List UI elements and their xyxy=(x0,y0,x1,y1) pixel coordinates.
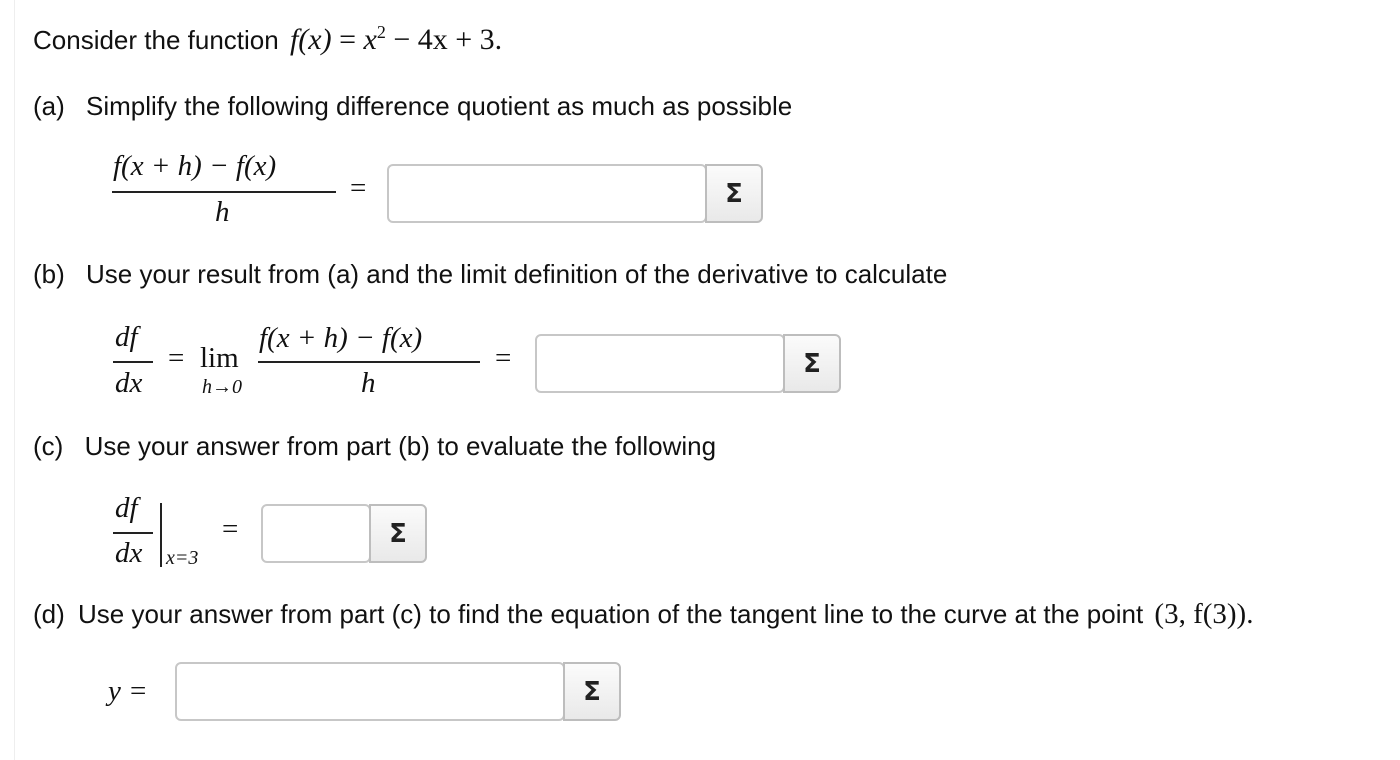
part-a-fraction-bar xyxy=(112,191,336,193)
part-b-denominator: h xyxy=(361,367,376,399)
part-d-sigma-button[interactable] xyxy=(563,662,621,721)
part-c-df-numerator: df xyxy=(115,492,138,524)
left-border xyxy=(14,0,15,760)
part-b-instruction: Use your result from (a) and the limit definition of the derivative to calculate xyxy=(86,259,948,289)
part-a-label: (a) xyxy=(33,91,65,121)
part-b-heading xyxy=(33,259,947,290)
part-c-eval-subscript: x=3 xyxy=(166,547,199,569)
part-c-answer-input[interactable] xyxy=(261,504,371,563)
part-c-heading xyxy=(33,431,716,462)
part-a-numerator: f(x + h) − f(x) xyxy=(113,150,277,182)
part-b-fraction-bar xyxy=(258,361,480,363)
part-d-y-label: y = xyxy=(108,675,148,707)
part-c-instruction: Use your answer from part (b) to evaluate the following xyxy=(84,431,717,461)
function-lhs: f(x) xyxy=(289,23,332,56)
part-d-label: (d) xyxy=(33,599,65,629)
part-a-heading xyxy=(33,91,792,122)
part-a-denominator: h xyxy=(215,196,230,228)
sigma-icon: Σ xyxy=(389,518,407,549)
part-d-point: (3, f(3)). xyxy=(1154,598,1254,630)
sigma-icon: Σ xyxy=(725,178,743,209)
part-b-equals-2: = xyxy=(495,342,512,374)
part-d-answer-input[interactable] xyxy=(175,662,565,721)
part-c-sigma-button[interactable] xyxy=(369,504,427,563)
intro-line xyxy=(33,22,502,57)
part-d-heading xyxy=(33,598,1253,631)
function-equals: = xyxy=(339,23,357,56)
part-b-answer-input[interactable] xyxy=(535,334,785,393)
part-b-sigma-button[interactable] xyxy=(783,334,841,393)
part-b-lim: lim xyxy=(200,342,239,374)
sigma-icon: Σ xyxy=(803,348,821,379)
part-b-df-numerator: df xyxy=(115,321,138,353)
sigma-icon: Σ xyxy=(583,676,601,707)
function-exponent: 2 xyxy=(376,22,386,42)
part-b-df-denominator: dx xyxy=(115,367,143,399)
part-b-equals-1: = xyxy=(168,342,185,374)
part-a-answer-input[interactable] xyxy=(387,164,707,223)
part-c-equals: = xyxy=(222,513,239,545)
part-c-label: (c) xyxy=(33,431,64,461)
part-c-df-fraction-bar xyxy=(113,532,153,534)
part-b-lim-subscript: h→0 xyxy=(202,376,242,398)
part-c-df-denominator: dx xyxy=(115,537,143,569)
part-a-instruction: Simplify the following difference quotient as much as possible xyxy=(86,91,793,121)
part-a-equals: = xyxy=(350,172,367,204)
part-b-numerator: f(x + h) − f(x) xyxy=(259,322,423,354)
part-d-instruction: Use your answer from part (c) to find the equation of the tangent line to the curve at the point xyxy=(78,599,1144,629)
part-c-evaluation-bar xyxy=(160,503,162,567)
part-a-sigma-button[interactable] xyxy=(705,164,763,223)
function-expression xyxy=(290,23,502,56)
function-x: x xyxy=(363,23,377,56)
part-b-df-fraction-bar xyxy=(113,361,153,363)
function-rest: − 4x + 3. xyxy=(385,23,503,56)
part-b-label: (b) xyxy=(33,259,65,289)
intro-text: Consider the function xyxy=(33,25,279,55)
